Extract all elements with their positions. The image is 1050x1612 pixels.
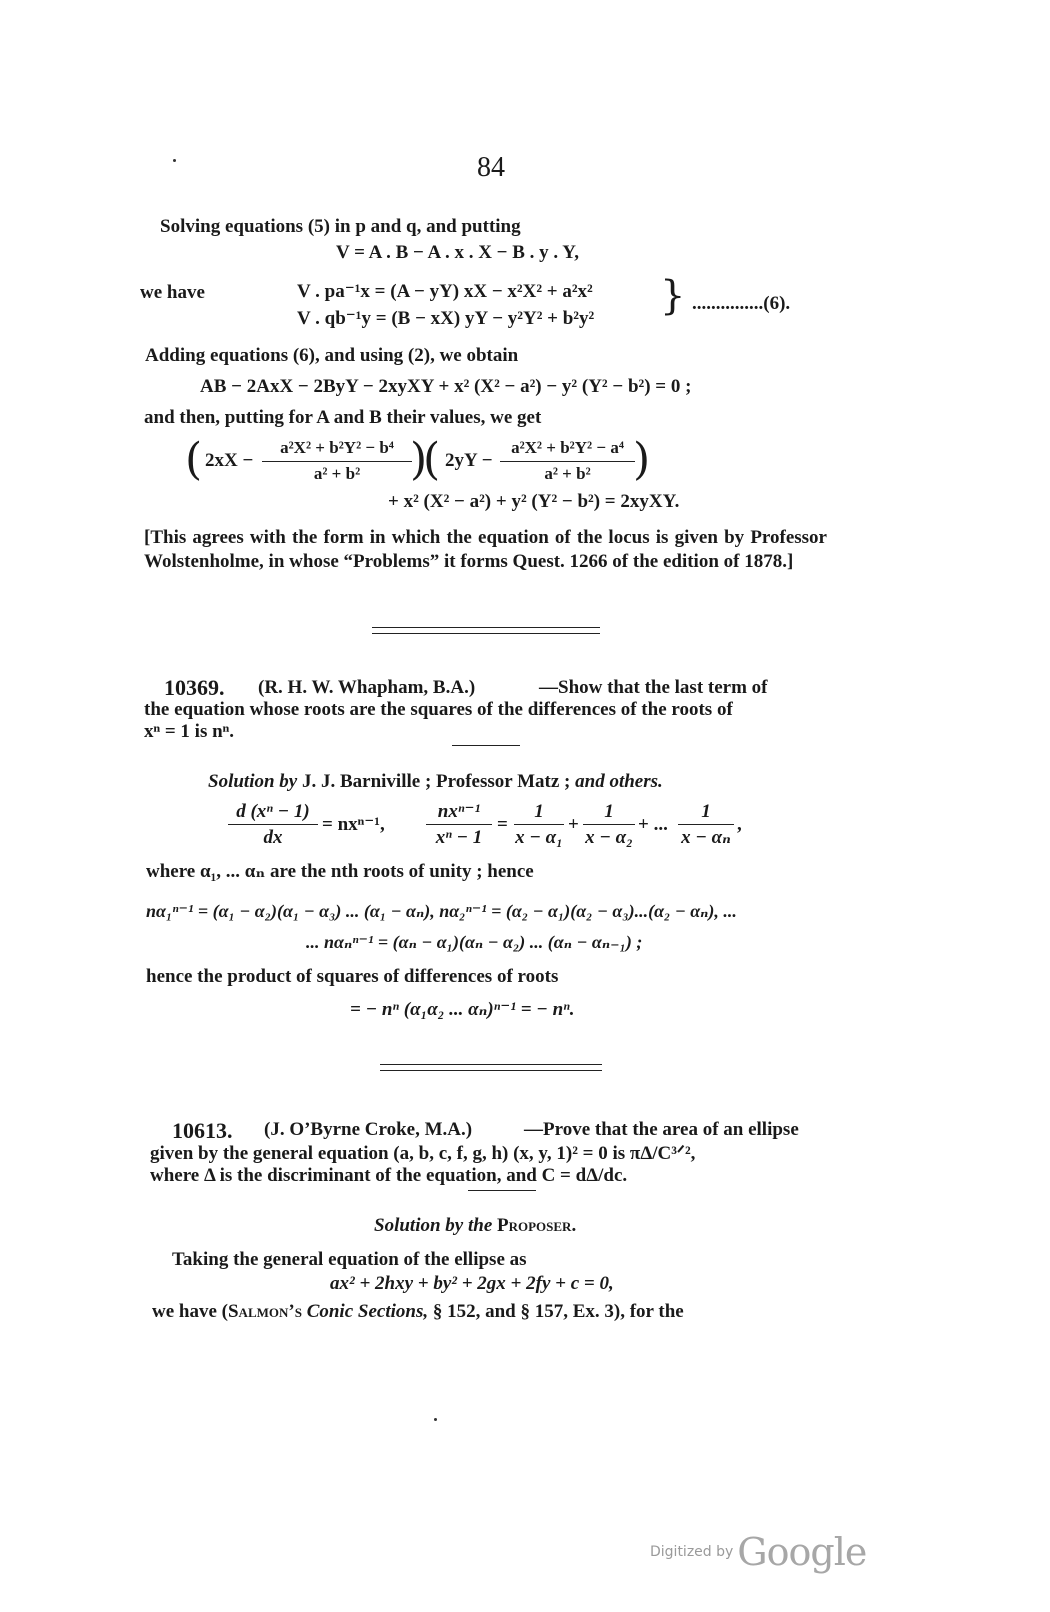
solution-credit bbox=[208, 770, 663, 794]
derivative-result: = nxⁿ⁻¹, bbox=[322, 814, 385, 835]
question-number-10369: 10369. bbox=[164, 675, 225, 700]
separator-rule bbox=[372, 627, 600, 628]
solution-by: Solution by the bbox=[374, 1215, 493, 1236]
fraction-bar bbox=[583, 824, 635, 825]
question-text-b: given by the general equation (a, b, c, f, g, h) (x, y, 1)² = 0 is πΔ/C³ᐟ², bbox=[150, 1143, 696, 1164]
short-rule bbox=[468, 1190, 536, 1191]
fraction-numerator: 1 bbox=[701, 801, 711, 822]
question-text-c: xⁿ = 1 is nⁿ. bbox=[144, 721, 235, 742]
product-line-1: nα₁ⁿ⁻¹ = (α₁ − α₂)(α₁ − α₃) ... (α₁ − αₙ), nα₂ⁿ⁻¹ = (α₂ − α₁)(α₂ − α₃)...(α₂ − αₙ), ... bbox=[146, 901, 737, 921]
last-line bbox=[152, 1300, 684, 1324]
book-title: Conic Sections, bbox=[306, 1301, 429, 1322]
scan-speck bbox=[434, 1418, 437, 1421]
equation-6-tag: ...............(6). bbox=[692, 293, 791, 314]
watermark-small-text: Digitized by bbox=[650, 1544, 734, 1560]
we-have-label: we have bbox=[140, 282, 205, 303]
watermark-logo-text: Google bbox=[737, 1530, 867, 1574]
solution-credit bbox=[374, 1214, 576, 1238]
big-right-numerator: a²X² + b²Y² − a⁴ bbox=[511, 438, 624, 457]
final-result: = − nⁿ (α₁α₂ ... αₙ)ⁿ⁻¹ = − nⁿ. bbox=[350, 999, 575, 1020]
short-rule bbox=[452, 745, 520, 746]
fraction-numerator: nxⁿ⁻¹ bbox=[437, 801, 481, 822]
paren-close-2: ) bbox=[633, 434, 651, 485]
solution-proposer: Proposer. bbox=[497, 1215, 577, 1236]
block1-line2: V = A . B − A . x . X − B . y . Y, bbox=[336, 242, 579, 263]
right-brace: } bbox=[660, 273, 686, 319]
paren-open-2: ( bbox=[423, 434, 441, 485]
question-text-c: where Δ is the discriminant of the equation, and C = dΔ/dc. bbox=[150, 1165, 628, 1186]
plus-sign: + bbox=[568, 814, 579, 835]
question-text-a: —Prove that the area of an ellipse bbox=[524, 1119, 799, 1140]
salmon-name: Salmon’s bbox=[227, 1301, 302, 1322]
fraction-denominator: x − α₂ bbox=[585, 827, 633, 848]
scan-speck bbox=[173, 159, 176, 162]
paren-close-1: ) bbox=[410, 434, 428, 485]
and-then-text: and then, putting for A and B their values, we get bbox=[144, 407, 542, 428]
last-line-a: we have ( bbox=[152, 1301, 228, 1322]
comma: , bbox=[737, 814, 742, 835]
question-number-10613: 10613. bbox=[172, 1118, 233, 1143]
separator-rule bbox=[380, 1064, 602, 1065]
note-paragraph: [This agrees with the form in which the equation of the locus is given by Professor Wolstenholme, in whose “Problems” it forms Quest. 1266 of the edition of 1878.] bbox=[144, 527, 827, 572]
page-number: 84 bbox=[477, 152, 505, 183]
ab-equation: AB − 2AxX − 2ByY − 2xyXY + x² (X² − a²) − y² (Y² − b²) = 0 ; bbox=[200, 376, 692, 397]
fraction-bar bbox=[514, 824, 564, 825]
fraction-denominator: xⁿ − 1 bbox=[435, 827, 483, 848]
big-left-denominator: a² + b² bbox=[313, 464, 361, 483]
fraction-numerator: 1 bbox=[534, 801, 544, 822]
last-line-b: § 152, and § 157, Ex. 3), for the bbox=[432, 1301, 684, 1322]
question-text-b: the equation whose roots are the squares of the differences of the roots of bbox=[144, 699, 733, 720]
big-left-numerator: a²X² + b²Y² − b⁴ bbox=[280, 438, 394, 457]
taking-text: Taking the general equation of the ellipse as bbox=[172, 1249, 527, 1270]
product-line-2: ... nαₙⁿ⁻¹ = (αₙ − α₁)(αₙ − α₂) ... (αₙ − αₙ₋₁) ; bbox=[306, 932, 643, 952]
block1-line1: Solving equations (5) in p and q, and putting bbox=[160, 216, 521, 237]
paren-open-1: ( bbox=[185, 434, 203, 485]
general-equation: ax² + 2hxy + by² + 2gx + 2fy + c = 0, bbox=[330, 1273, 614, 1294]
big-line2: + x² (X² − a²) + y² (Y² − b²) = 2xyXY. bbox=[388, 491, 680, 512]
question-text-a: —Show that the last term of bbox=[539, 677, 768, 698]
separator-rule bbox=[372, 633, 600, 634]
fraction-bar bbox=[426, 824, 492, 825]
fraction-denominator: x − αₙ bbox=[681, 827, 731, 848]
question-author: (J. O’Byrne Croke, M.A.) bbox=[264, 1119, 473, 1140]
adding-text: Adding equations (6), and using (2), we obtain bbox=[145, 345, 519, 366]
fraction-denominator: x − α₁ bbox=[515, 827, 563, 848]
plus-dots: + ... bbox=[638, 814, 668, 835]
separator-rule bbox=[380, 1070, 602, 1071]
solution-by: Solution by bbox=[208, 771, 298, 792]
fraction-numerator: d (xⁿ − 1) bbox=[236, 801, 310, 822]
fraction-denominator: dx bbox=[263, 827, 283, 848]
big-right-denominator: a² + b² bbox=[544, 464, 591, 483]
where-text: where α₁, ... αₙ are the nth roots of unity ; hence bbox=[146, 861, 534, 882]
equals-sign: = bbox=[497, 814, 508, 835]
question-author: (R. H. W. Whapham, B.A.) bbox=[258, 677, 476, 698]
equation-6a: V . pa⁻¹x = (A − yY) xX − x²X² + a²x² bbox=[297, 281, 593, 302]
fraction-bar bbox=[228, 824, 318, 825]
equation-6b: V . qb⁻¹y = (B − xX) yY − y²Y² + b²y² bbox=[297, 308, 595, 329]
big-right-term: 2yY − bbox=[445, 450, 493, 471]
hence-text: hence the product of squares of differences of roots bbox=[146, 966, 559, 987]
fraction-bar bbox=[678, 824, 734, 825]
digitized-watermark bbox=[650, 1530, 866, 1574]
big-left-term: 2xX − bbox=[205, 450, 254, 471]
solution-others: and others. bbox=[575, 771, 663, 792]
fraction-numerator: 1 bbox=[604, 801, 614, 822]
solution-names: J. J. Barnivillе ; Professor Matz ; bbox=[301, 771, 571, 792]
